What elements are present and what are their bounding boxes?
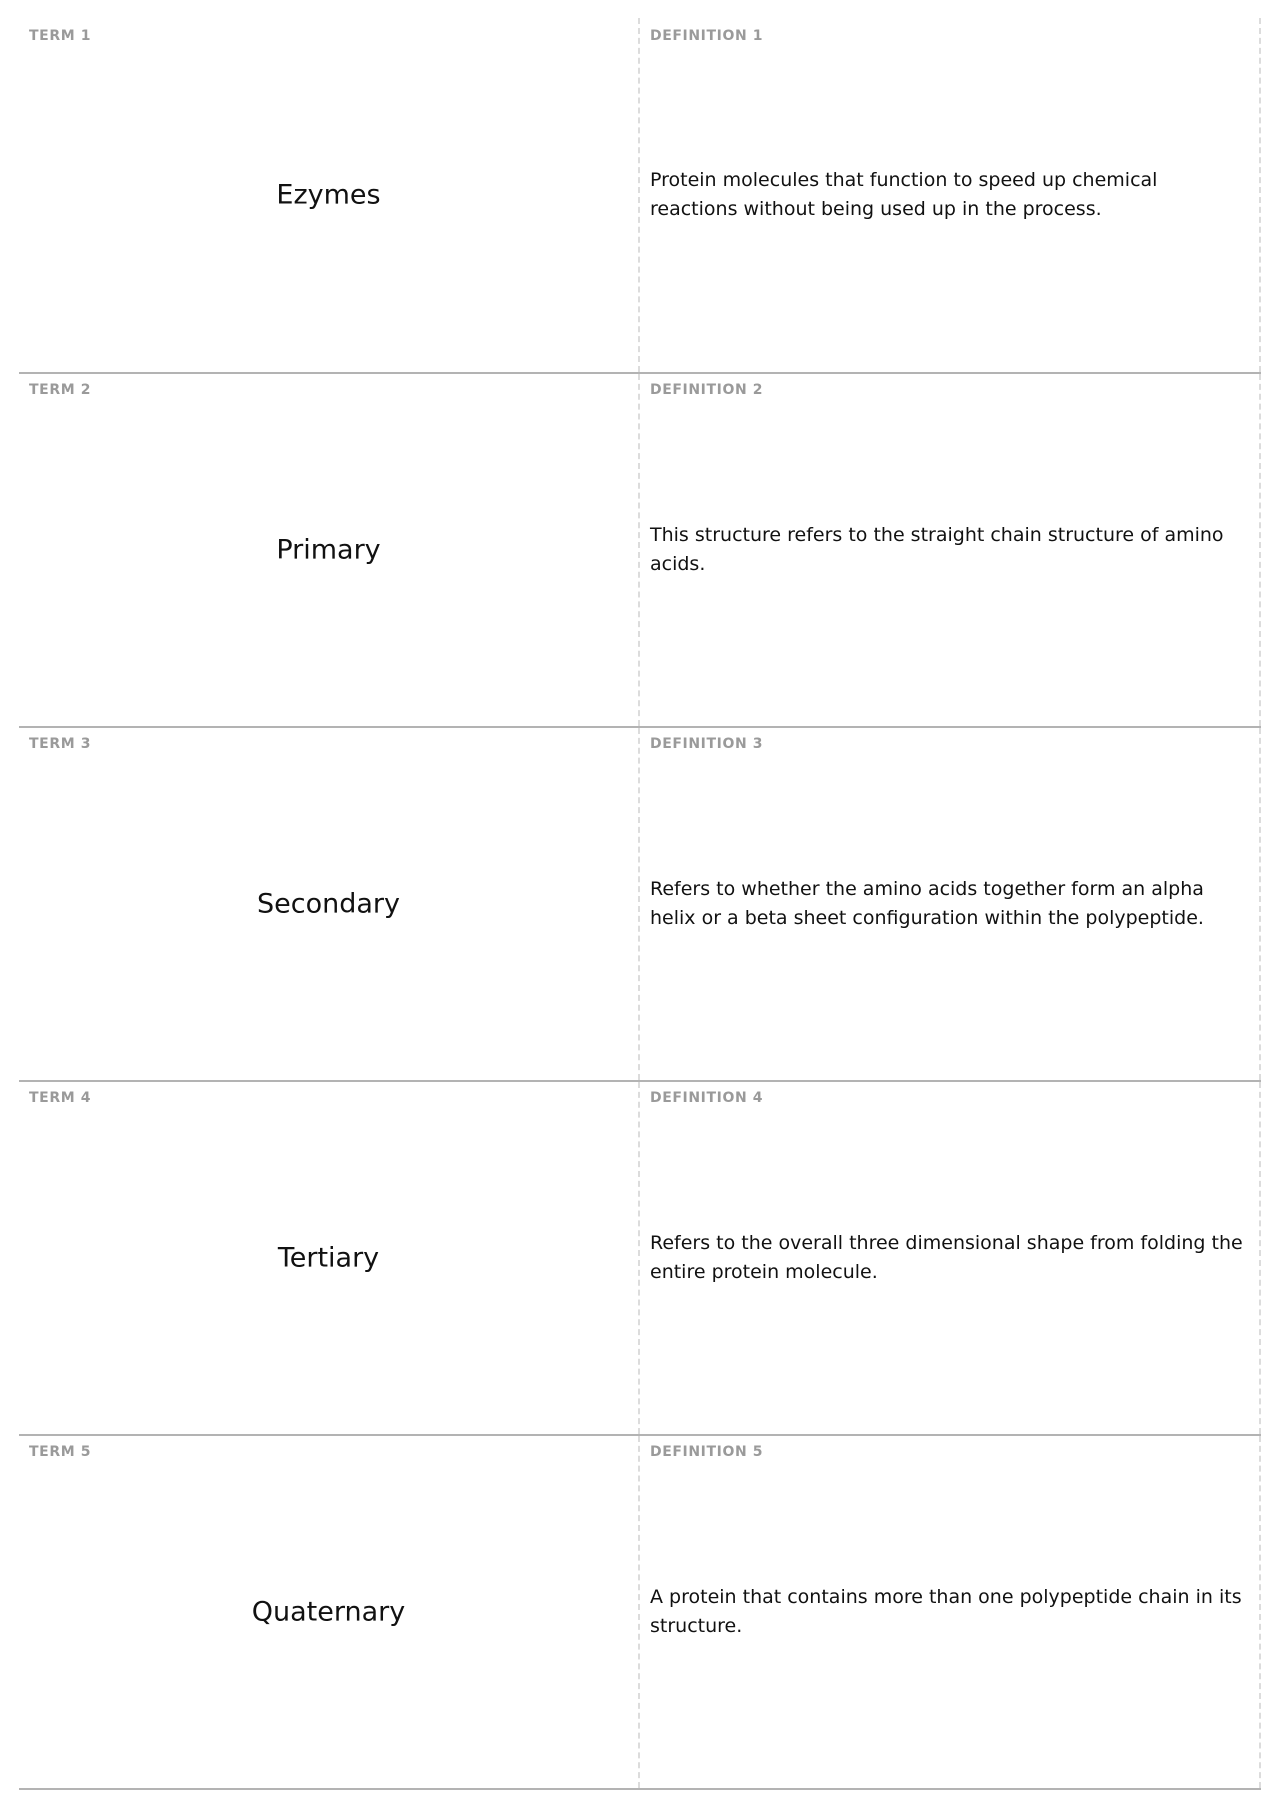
term-label: TERM 1 <box>29 28 92 44</box>
flashcard-row <box>19 18 1261 374</box>
term-text: Secondary <box>257 888 400 920</box>
term-cell <box>19 728 640 1080</box>
definition-text: This structure refers to the straight chain structure of amino acids. <box>650 524 1224 575</box>
flashcard-row <box>19 1436 1261 1790</box>
term-cell <box>19 1082 640 1434</box>
term-cell <box>19 1436 640 1788</box>
term-text: Primary <box>276 534 381 566</box>
definition-text: Protein molecules that function to speed up chemical reactions without being used up in the process. <box>650 169 1158 220</box>
term-text: Tertiary <box>277 1242 380 1274</box>
definition-cell <box>640 374 1261 726</box>
term-label: TERM 2 <box>29 382 92 398</box>
flashcard-row <box>19 728 1261 1082</box>
term-cell <box>19 374 640 726</box>
term-label: TERM 5 <box>29 1444 92 1460</box>
definition-label: DEFINITION 5 <box>650 1444 764 1460</box>
definition-cell <box>640 1436 1261 1788</box>
definition-text: Refers to whether the amino acids together form an alpha helix or a beta sheet configuration within the polypeptide. <box>650 878 1204 929</box>
definition-text: Refers to the overall three dimensional shape from folding the entire protein molecule. <box>650 1232 1243 1283</box>
term-text: Quaternary <box>251 1596 406 1628</box>
definition-cell <box>640 728 1261 1080</box>
definition-label: DEFINITION 2 <box>650 382 764 398</box>
definition-cell <box>640 18 1261 372</box>
term-label: TERM 4 <box>29 1090 92 1106</box>
definition-label: DEFINITION 1 <box>650 28 764 44</box>
definition-label: DEFINITION 4 <box>650 1090 764 1106</box>
flashcard-row <box>19 374 1261 728</box>
definition-cell <box>640 1082 1261 1434</box>
term-cell <box>19 18 640 372</box>
definition-text: A protein that contains more than one polypeptide chain in its structure. <box>650 1586 1242 1637</box>
term-label: TERM 3 <box>29 736 92 752</box>
flashcard-sheet <box>19 18 1261 1790</box>
flashcard-row <box>19 1082 1261 1436</box>
term-text: Ezymes <box>276 179 381 211</box>
definition-label: DEFINITION 3 <box>650 736 764 752</box>
